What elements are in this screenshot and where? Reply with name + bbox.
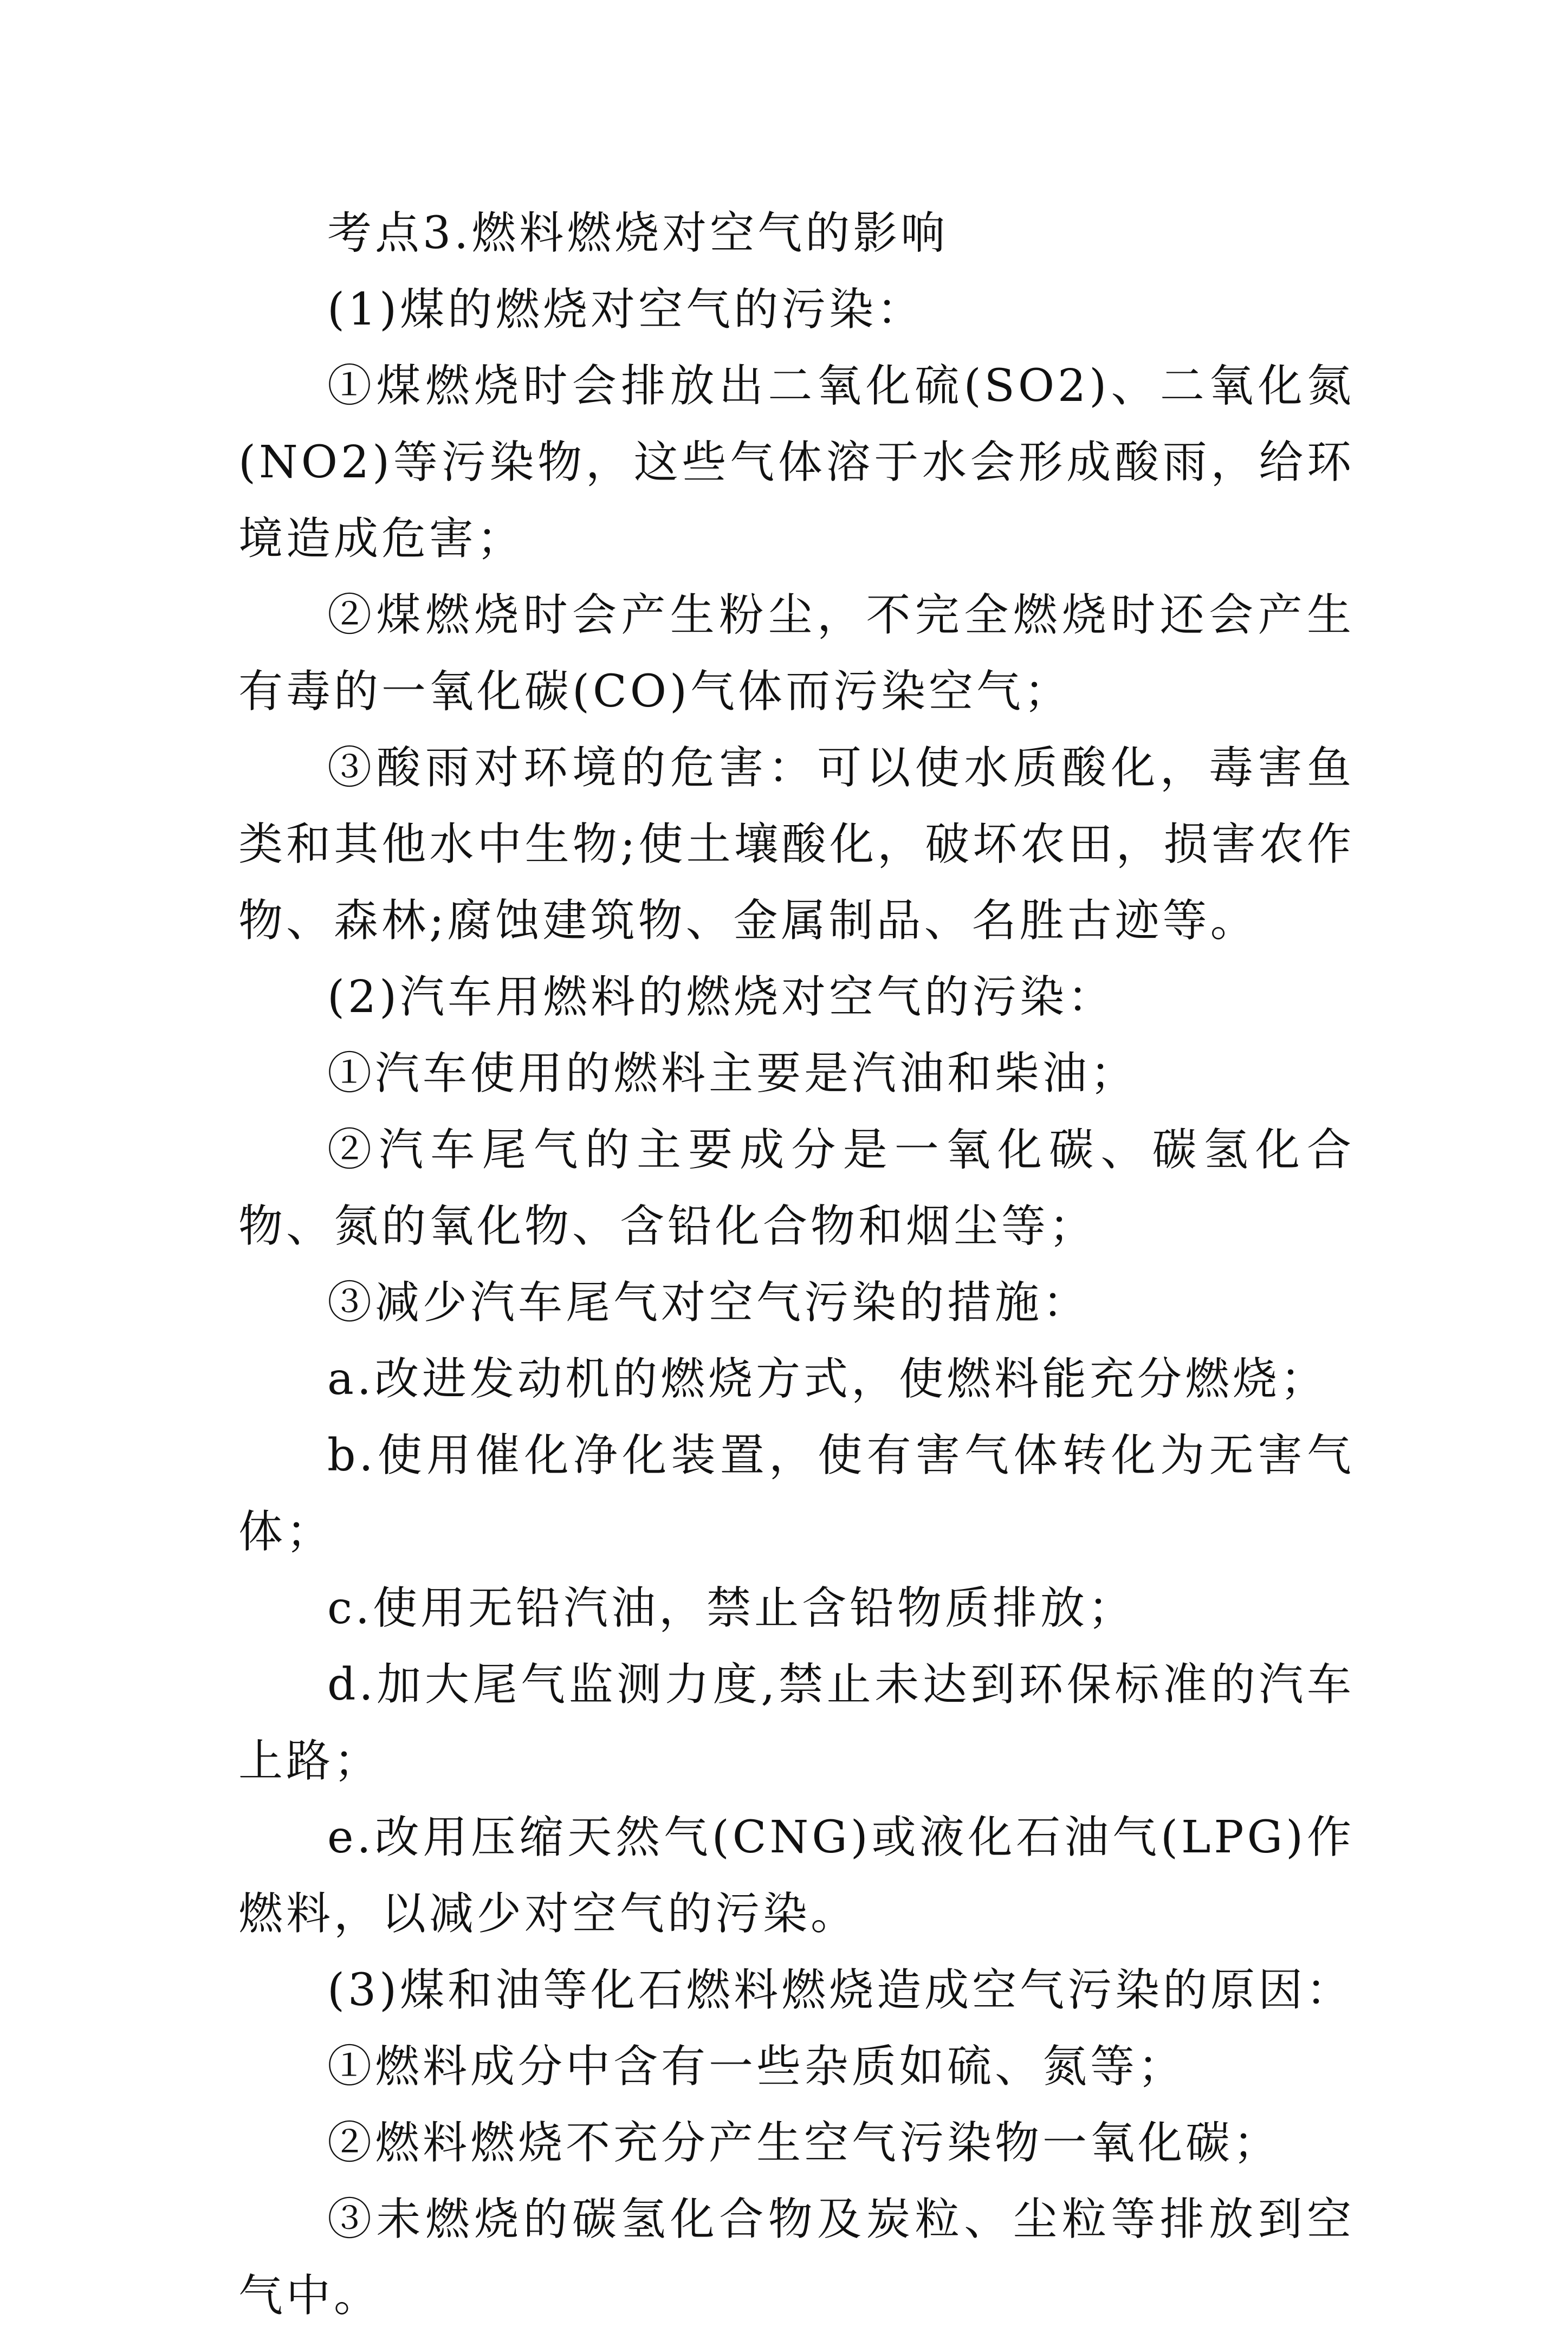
document-title: 考点3.燃料燃烧对空气的影响 bbox=[327, 208, 949, 259]
section-3-item-2: ②燃料燃烧不充分产生空气污染物一氧化碳； bbox=[327, 2117, 1281, 2169]
measure-b: b.使用催化净化装置，使有害气体转化为无害气体； bbox=[238, 1430, 1355, 1558]
section-1-heading: (1)煤的燃烧对空气的污染： bbox=[327, 284, 925, 335]
measure-e: e.改用压缩天然气(CNG)或液化石油气(LPG)作燃料，以减少对空气的污染。 bbox=[238, 1812, 1355, 1940]
document-body bbox=[238, 195, 1355, 2334]
measure-a: a.改进发动机的燃烧方式，使燃料能充分燃烧； bbox=[327, 1353, 1328, 1405]
section-3-heading: (3)煤和油等化石燃料燃烧造成空气污染的原因： bbox=[327, 1965, 1354, 2016]
section-2-heading: (2)汽车用燃料的燃烧对空气的污染： bbox=[327, 971, 1116, 1023]
section-1-item-3: ③酸雨对环境的危害：可以使水质酸化，毒害鱼类和其他水中生物;使土壤酸化，破坏农田，损害农作物、森林;腐蚀建筑物、金属制品、名胜古迹等。 bbox=[238, 742, 1355, 946]
section-2-item-2: ②汽车尾气的主要成分是一氧化碳、碳氢化合物、氮的氧化物、含铅化合物和烟尘等； bbox=[238, 1124, 1355, 1252]
measure-c: c.使用无铅汽油，禁止含铅物质排放； bbox=[327, 1583, 1136, 1634]
section-1-item-2: ②煤燃烧时会产生粉尘，不完全燃烧时还会产生有毒的一氧化碳(CO)气体而污染空气； bbox=[238, 589, 1355, 717]
section-1-item-1: ①煤燃烧时会排放出二氧化硫(SO2)、二氧化氮(NO2)等污染物，这些气体溶于水会形成酸雨，给环境造成危害； bbox=[238, 360, 1355, 565]
section-2-item-3: ③减少汽车尾气对空气污染的措施： bbox=[327, 1277, 1091, 1328]
section-3-item-3: ③未燃烧的碳氢化合物及炭粒、尘粒等排放到空气中。 bbox=[238, 2194, 1355, 2322]
section-3-item-1: ①燃料成分中含有一些杂质如硫、氮等； bbox=[327, 2041, 1186, 2092]
section-2-item-1: ①汽车使用的燃料主要是汽油和柴油； bbox=[327, 1048, 1138, 1099]
measure-d: d.加大尾气监测力度,禁止未达到环保标准的汽车上路； bbox=[238, 1659, 1355, 1787]
